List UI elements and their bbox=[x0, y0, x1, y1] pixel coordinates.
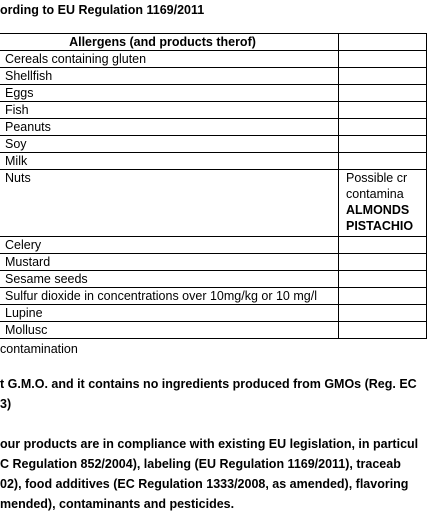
allergen-name: Soy bbox=[0, 136, 339, 153]
table-header-row bbox=[0, 34, 427, 51]
allergen-note bbox=[339, 102, 427, 119]
nuts-note-line: Possible cr bbox=[346, 171, 408, 185]
allergen-name: Mollusc bbox=[0, 322, 339, 339]
allergen-note bbox=[339, 51, 427, 68]
allergen-name: Shellfish bbox=[0, 68, 339, 85]
document-heading: ording to EU Regulation 1169/2011 bbox=[0, 3, 205, 17]
table-row bbox=[0, 119, 427, 136]
allergen-name: Sulfur dioxide in concentrations over 10mg/kg or 10 mg/l bbox=[0, 288, 339, 305]
allergen-name: Peanuts bbox=[0, 119, 339, 136]
nuts-note-line: PISTACHIO bbox=[346, 219, 414, 233]
nuts-note-line: ALMONDS bbox=[346, 203, 410, 217]
allergen-note bbox=[339, 153, 427, 170]
table-row bbox=[0, 271, 427, 288]
table-row bbox=[0, 153, 427, 170]
table-row bbox=[0, 305, 427, 322]
table-row bbox=[0, 68, 427, 85]
compliance-line-3: 02), food additives (EC Regulation 1333/2008, as amended), flavoring bbox=[0, 477, 409, 491]
allergen-name: Celery bbox=[0, 237, 339, 254]
table-row bbox=[0, 254, 427, 271]
allergen-note bbox=[339, 305, 427, 322]
compliance-line-4: mended), contaminants and pesticides. bbox=[0, 497, 235, 511]
allergen-note bbox=[339, 254, 427, 271]
table-row bbox=[0, 85, 427, 102]
contamination-note: contamination bbox=[0, 342, 78, 356]
allergen-note bbox=[339, 322, 427, 339]
allergens-table bbox=[0, 33, 427, 339]
table-row bbox=[0, 51, 427, 68]
compliance-line-2: C Regulation 852/2004), labeling (EU Regulation 1169/2011), traceab bbox=[0, 457, 401, 471]
nuts-note-line: contamina bbox=[346, 187, 404, 201]
table-row bbox=[0, 136, 427, 153]
allergen-note bbox=[339, 119, 427, 136]
allergen-note bbox=[339, 237, 427, 254]
gmo-statement-line-2: 3) bbox=[0, 397, 12, 411]
header-notes bbox=[339, 34, 427, 51]
header-allergens: Allergens (and products therof) bbox=[0, 34, 339, 51]
allergen-name: Mustard bbox=[0, 254, 339, 271]
allergen-name: Lupine bbox=[0, 305, 339, 322]
allergen-note bbox=[339, 85, 427, 102]
allergen-name: Milk bbox=[0, 153, 339, 170]
table-row bbox=[0, 322, 427, 339]
allergen-name: Eggs bbox=[0, 85, 339, 102]
table-row bbox=[0, 102, 427, 119]
gmo-statement-line-1: t G.M.O. and it contains no ingredients produced from GMOs (Reg. EC bbox=[0, 377, 417, 391]
allergen-note bbox=[339, 136, 427, 153]
table-row bbox=[0, 288, 427, 305]
allergen-note bbox=[339, 68, 427, 85]
allergen-note bbox=[339, 271, 427, 288]
table-row bbox=[0, 237, 427, 254]
compliance-line-1: our products are in compliance with existing EU legislation, in particul bbox=[0, 437, 419, 451]
allergen-note bbox=[339, 170, 427, 237]
allergen-name: Nuts bbox=[0, 170, 339, 237]
allergen-note bbox=[339, 288, 427, 305]
allergen-name: Cereals containing gluten bbox=[0, 51, 339, 68]
allergen-name: Sesame seeds bbox=[0, 271, 339, 288]
table-row bbox=[0, 170, 427, 237]
allergen-name: Fish bbox=[0, 102, 339, 119]
